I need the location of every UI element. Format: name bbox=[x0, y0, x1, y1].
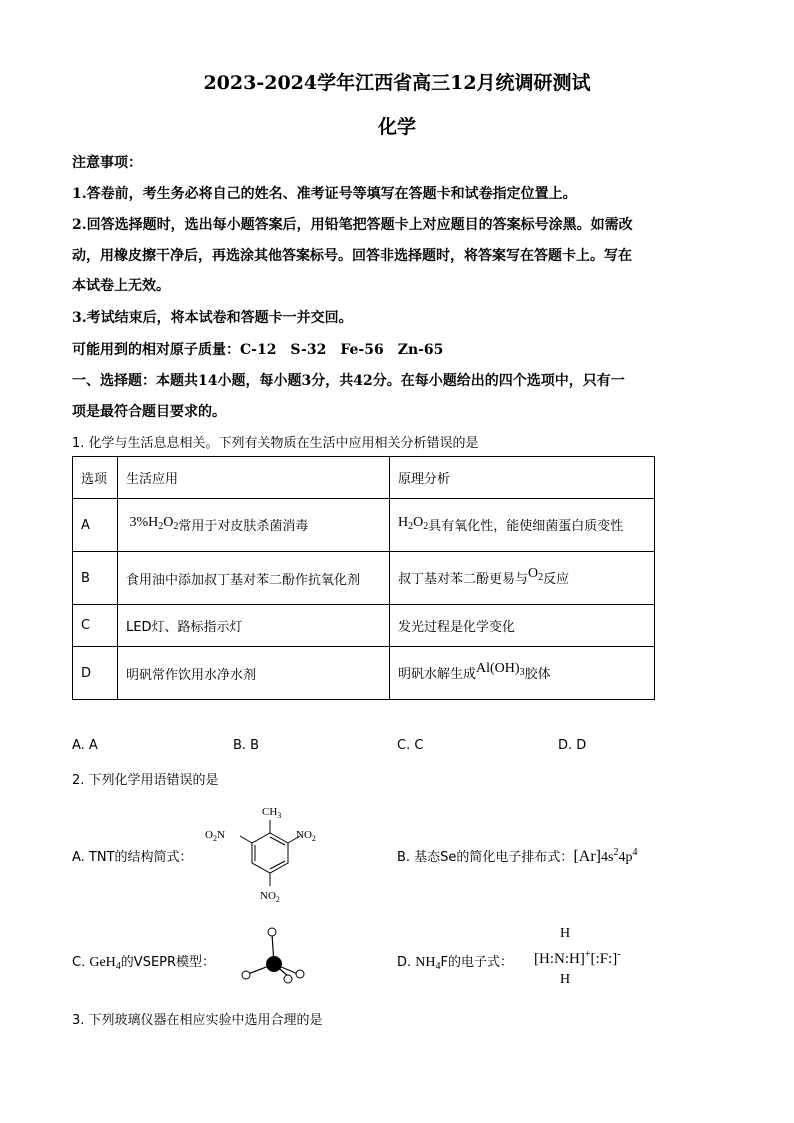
electron-formula: [H:N:H]+[:F:]- bbox=[534, 949, 621, 967]
exam-title: 2023-2024学年江西省高三12月统调研测试 bbox=[203, 72, 591, 94]
vsepr-h-atom bbox=[268, 928, 276, 936]
row-d-principle: 明矾水解生成$Al(OH)_3$胶体 bbox=[390, 647, 655, 700]
q1-choice-d: D. D bbox=[558, 738, 587, 753]
table-row bbox=[73, 647, 655, 700]
table-row bbox=[73, 499, 655, 552]
row-a-option: A bbox=[73, 499, 118, 552]
notice-item-2-line-1: 2.回答选择题时，选出每小题答案后，用铅笔把答题卡上对应题目的答案标号涂黑。如需改 bbox=[72, 217, 633, 233]
q1-choice-a: A. A bbox=[72, 738, 98, 753]
tnt-ch3: $CH_3$ bbox=[262, 806, 282, 820]
nh4-h-bottom: H bbox=[560, 972, 571, 987]
header-principle: 原理分析 bbox=[390, 457, 655, 499]
row-c-principle: 发光过程是化学变化 bbox=[390, 605, 655, 647]
q1-choice-c: C. C bbox=[397, 738, 424, 753]
vsepr-h-atom bbox=[296, 970, 304, 978]
q2-option-c: C. GeH$_4$的VSEPR模型： bbox=[72, 955, 216, 972]
q2-option-a-label: A. TNT的结构简式： bbox=[72, 850, 193, 865]
notice-item-2-line-2: 动，用橡皮擦干净后，再选涂其他答案标号。回答非选择题时，将答案写在答题卡上。写在 bbox=[72, 248, 632, 264]
row-d-application: 明矾常作饮用水净水剂 bbox=[118, 647, 390, 700]
nh4-h-top: H bbox=[560, 926, 571, 941]
q1-table bbox=[72, 456, 655, 700]
vsepr-central-atom bbox=[266, 956, 282, 972]
tnt-structure bbox=[200, 800, 330, 910]
notice-heading: 注意事项： bbox=[72, 155, 142, 171]
row-c-option: C bbox=[73, 605, 118, 647]
section-1-line-2: 项是最符合题目要求的。 bbox=[72, 404, 226, 420]
table-header-row bbox=[73, 457, 655, 499]
table-row bbox=[73, 605, 655, 647]
vsepr-model bbox=[236, 922, 308, 988]
notice-item-1: 1.答卷前，考生务必将自己的姓名、准考证号等填写在答题卡和试卷指定位置上。 bbox=[72, 186, 577, 202]
q3-stem: 3. 下列玻璃仪器在相应实验中选用合理的是 bbox=[72, 1013, 323, 1028]
q2-stem: 2. 下列化学用语错误的是 bbox=[72, 773, 219, 788]
section-1-line-1: 一、选择题：本题共14小题，每小题3分，共42分。在每小题给出的四个选项中，只有一 bbox=[72, 373, 625, 389]
tnt-o2n-left: $O_2N$ bbox=[205, 829, 225, 843]
notice-item-3: 3.考试结束后，将本试卷和答题卡一并交回。 bbox=[72, 310, 353, 326]
vsepr-h-atom bbox=[242, 971, 250, 979]
notice-item-2-line-3: 本试卷上无效。 bbox=[72, 278, 170, 294]
row-d-option: D bbox=[73, 647, 118, 700]
benzene-ring bbox=[240, 820, 300, 886]
q2-option-d: D. $NH_4F$的电子式： bbox=[397, 955, 514, 972]
row-b-principle: 叔丁基对苯二酚更易与$O_2$反应 bbox=[390, 552, 655, 605]
exam-subject: 化学 bbox=[377, 116, 416, 138]
row-b-application: 食用油中添加叔丁基对苯二酚作抗氧化剂 bbox=[118, 552, 390, 605]
table-row bbox=[73, 552, 655, 605]
tnt-no2-right: $NO_2$ bbox=[296, 829, 316, 843]
header-application: 生活应用 bbox=[118, 457, 390, 499]
q1-choice-b: B. B bbox=[233, 738, 260, 753]
row-b-option: B bbox=[73, 552, 118, 605]
header-option: 选项 bbox=[73, 457, 118, 499]
vsepr-h-atom bbox=[284, 975, 292, 983]
row-a-principle: $H_2O_2$具有氧化性，能使细菌蛋白质变性 bbox=[390, 499, 655, 552]
q2-option-b: B. 基态Se的简化电子排布式：$[Ar]4s^24p^4$ bbox=[397, 847, 638, 865]
atomic-mass-line: 可能用到的相对原子质量：C-12 S-32 Fe-56 Zn-65 bbox=[72, 342, 444, 358]
row-c-application: LED灯、路标指示灯 bbox=[118, 605, 390, 647]
q1-stem: 1. 化学与生活息息相关。下列有关物质在生活中应用相关分析错误的是 bbox=[72, 436, 479, 451]
row-a-application: $3\%H_2O_2$常用于对皮肤杀菌消毒 bbox=[118, 499, 390, 552]
tnt-no2-bottom: $NO_2$ bbox=[260, 890, 280, 904]
